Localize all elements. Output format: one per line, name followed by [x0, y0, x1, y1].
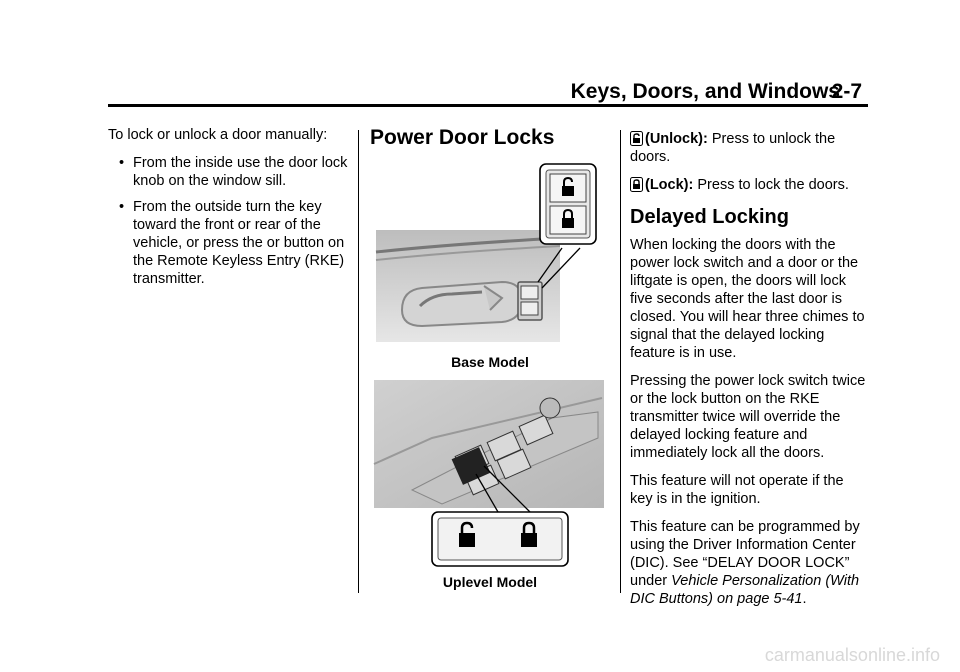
- list-item: [108, 154, 348, 190]
- bullet-icon: •: [119, 199, 125, 215]
- paragraph: [630, 518, 870, 608]
- lock-text: Press to lock the doors.: [697, 177, 849, 193]
- caption-uplevel-model: Uplevel Model: [442, 574, 538, 590]
- unlock-description: [630, 130, 870, 166]
- column-divider-1: [358, 130, 359, 593]
- column-2: [370, 126, 610, 150]
- lock-label: (Lock):: [645, 177, 694, 193]
- column-3: [630, 130, 870, 618]
- list-item: [108, 198, 348, 288]
- cross-reference-link[interactable]: Vehicle Personalization (With DIC Buttons) on page 5-41: [630, 573, 860, 607]
- column-divider-2: [620, 130, 621, 593]
- paragraph: Pressing the power lock switch twice or the lock button on the RKE transmitter twice will override the delayed locking feature and immediately lock all the doors.: [630, 373, 866, 461]
- section-heading: Power Door Locks: [370, 126, 555, 149]
- paragraph-text: This feature can be programmed by using the Driver Information Center (DIC). See “DELAY DOOR LOCK” under: [630, 519, 860, 589]
- unlock-text: Press to unlock the doors.: [630, 131, 836, 165]
- section-title: Keys, Doors, and Windows: [570, 80, 840, 103]
- bullet-text: From the inside use the door lock knob on the window sill.: [133, 155, 348, 189]
- caption-base-model: Base Model: [451, 354, 529, 370]
- paragraph: When locking the doors with the power lock switch and a door or the liftgate is open, the doors will lock five seconds after the last door is closed. You will hear three chimes to signal that the delayed locking feature is in use.: [630, 237, 865, 361]
- column-1: [108, 126, 348, 296]
- paragraph: This feature will not operate if the key is in the ignition.: [630, 473, 844, 507]
- page-number: 2-7: [831, 80, 862, 103]
- bullet-icon: •: [119, 155, 125, 171]
- uplevel-model-illustration: [372, 378, 606, 570]
- paragraph-text-end: .: [802, 591, 807, 607]
- bullet-text: From the outside turn the key toward the front or rear of the vehicle, or press the or button on the Remote Keyless Entry (RKE) transmitter.: [133, 199, 345, 287]
- delayed-locking-heading: Delayed Locking: [630, 206, 789, 228]
- unlock-icon: [630, 131, 643, 146]
- intro-text: To lock or unlock a door manually:: [108, 127, 328, 143]
- base-model-illustration: [372, 160, 602, 346]
- watermark: carmanualsonline.info: [764, 645, 940, 665]
- lock-icon: [630, 177, 643, 192]
- lock-description: [630, 176, 870, 194]
- unlock-label: (Unlock):: [645, 131, 708, 147]
- header-rule: [108, 104, 868, 107]
